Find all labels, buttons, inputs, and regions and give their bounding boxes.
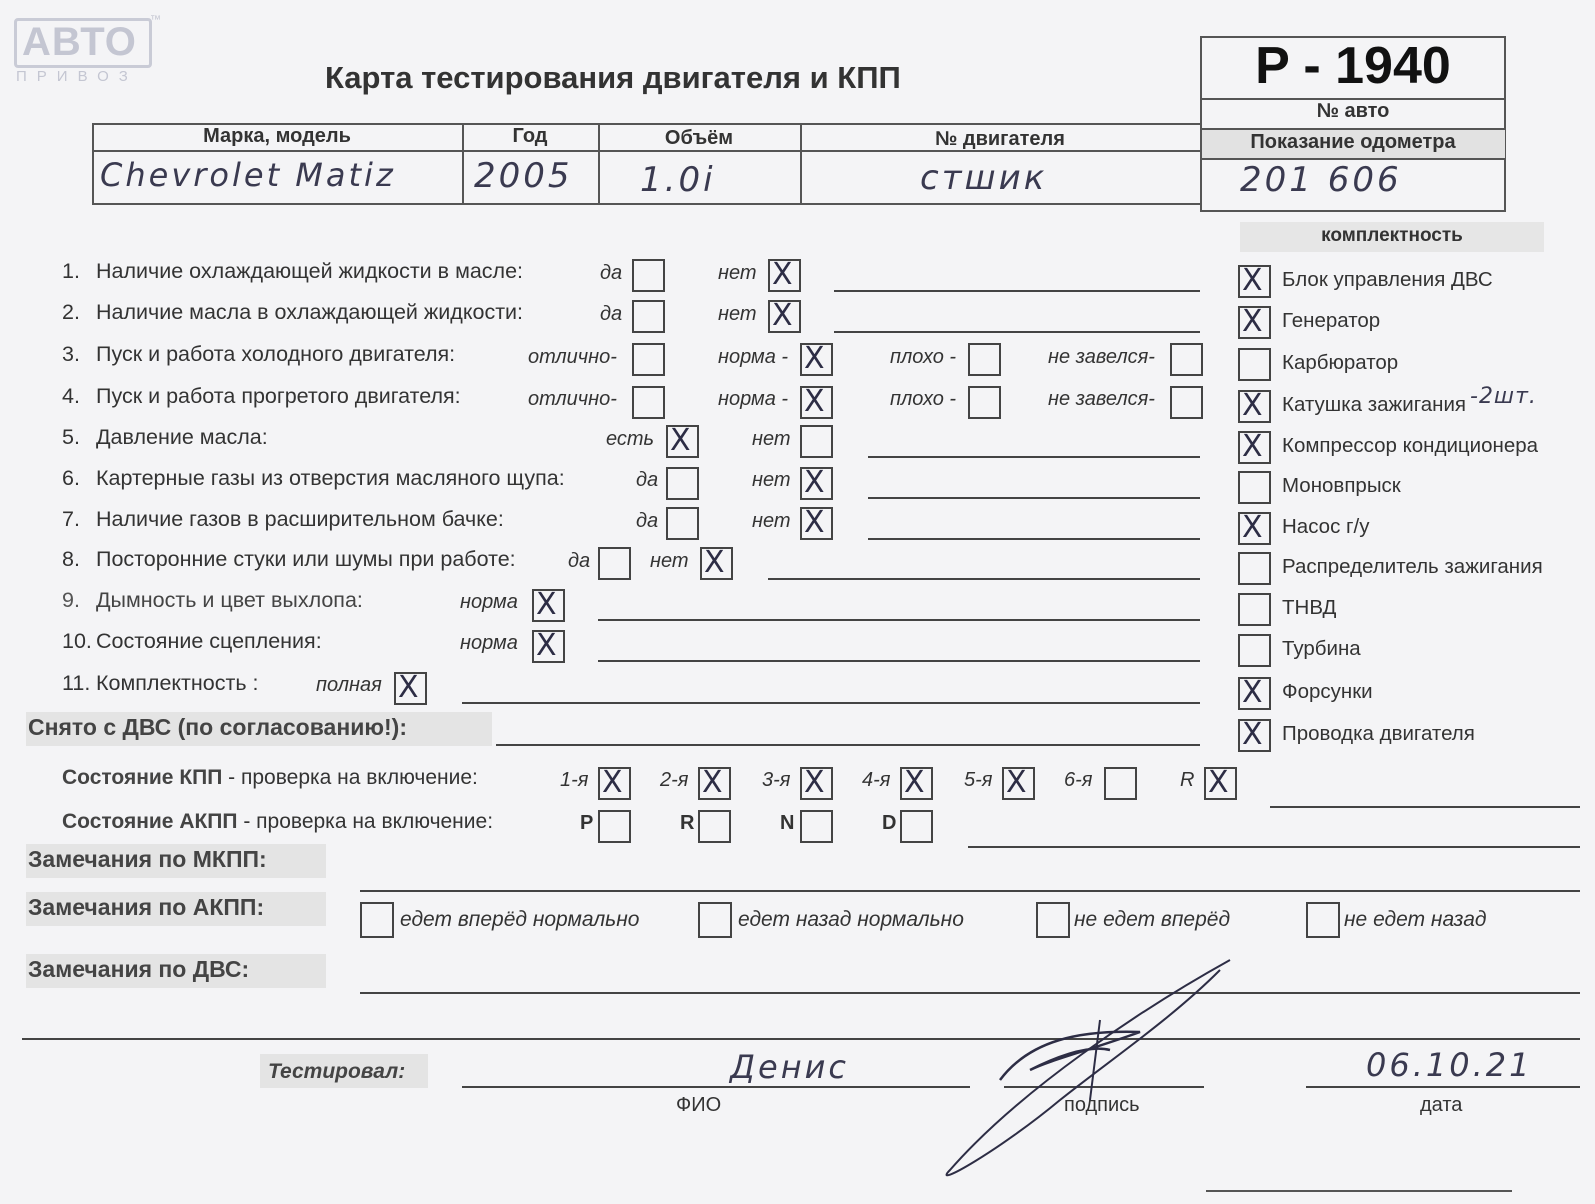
option-label: нет bbox=[752, 469, 791, 491]
akpp-option-checkbox[interactable] bbox=[360, 902, 394, 938]
check-mark: X bbox=[1242, 304, 1263, 339]
check-mark: X bbox=[398, 670, 419, 705]
option-label: нет bbox=[718, 303, 757, 325]
check-mark: X bbox=[1006, 765, 1027, 800]
akpp-remarks-label: Замечания по АКПП: bbox=[28, 894, 265, 920]
check-label: Дымность и цвет выхлопа: bbox=[96, 588, 363, 612]
check-mark: X bbox=[804, 765, 825, 800]
check-number: 1. bbox=[62, 259, 80, 283]
check-mark: X bbox=[1242, 510, 1263, 545]
akpp-label-rest: - проверка на включение: bbox=[237, 810, 494, 833]
odometer-label: Показание одометра bbox=[1250, 131, 1456, 153]
check-mark: X bbox=[670, 423, 691, 458]
auto-number-label: № авто bbox=[1316, 100, 1390, 122]
option-label: да bbox=[636, 510, 659, 532]
gear-label: 5-я bbox=[964, 769, 993, 791]
check-mark: X bbox=[1242, 263, 1263, 298]
check-label: Пуск и работа холодного двигателя: bbox=[96, 342, 456, 366]
gear-label: 6-я bbox=[1064, 769, 1093, 791]
komplekt-item: Карбюратор bbox=[1282, 351, 1399, 374]
option-label: отлично- bbox=[528, 388, 617, 410]
note-line bbox=[868, 538, 1200, 540]
test-date: 06.10.21 bbox=[1366, 1046, 1533, 1084]
komplekt-checkbox[interactable] bbox=[1238, 471, 1271, 504]
option-label: отлично- bbox=[528, 346, 617, 368]
option-label: да bbox=[636, 469, 659, 491]
checkbox[interactable] bbox=[666, 467, 699, 500]
note-line bbox=[598, 619, 1200, 621]
signature-label: подпись bbox=[1064, 1094, 1140, 1116]
note-line bbox=[1270, 806, 1580, 808]
check-label: Наличие охлаждающей жидкости в масле: bbox=[96, 259, 524, 283]
brand-value: Chevrolet Matiz bbox=[100, 156, 396, 194]
engine-value: стшик bbox=[920, 158, 1048, 198]
check-label: Посторонние стуки или шумы при работе: bbox=[96, 547, 516, 571]
check-mark: X bbox=[702, 765, 723, 800]
check-label: Наличие газов в расширительном бачке: bbox=[96, 507, 504, 531]
note-line bbox=[834, 290, 1200, 292]
komplekt-checkbox[interactable] bbox=[1238, 634, 1271, 667]
gear-label: 4-я bbox=[862, 769, 891, 791]
akpp-option-checkbox[interactable] bbox=[1036, 902, 1070, 938]
checkbox[interactable] bbox=[1170, 343, 1203, 376]
check-mark: X bbox=[1208, 765, 1229, 800]
kpp-label bbox=[62, 766, 478, 790]
check-number: 5. bbox=[62, 425, 80, 449]
check-label: Пуск и работа прогретого двигателя: bbox=[96, 384, 461, 408]
checkbox[interactable] bbox=[632, 300, 665, 333]
gear-label: 3-я bbox=[762, 769, 791, 791]
engine-header: № двигателя bbox=[935, 128, 1065, 150]
check-number: 3. bbox=[62, 342, 80, 366]
check-mark: X bbox=[1242, 717, 1263, 752]
check-number: 7. bbox=[62, 507, 80, 531]
mode-label: D bbox=[882, 812, 897, 834]
check-mark: X bbox=[536, 587, 557, 622]
option-label: норма bbox=[460, 591, 518, 613]
akpp-label-bold: Состояние АКПП bbox=[62, 810, 238, 833]
akpp-option-label: едет назад нормально bbox=[738, 908, 964, 931]
note-line bbox=[496, 744, 1200, 746]
note-line bbox=[868, 456, 1200, 458]
dvs-remarks-label: Замечания по ДВС: bbox=[28, 956, 250, 982]
check-number: 2. bbox=[62, 300, 80, 324]
komplekt-item: Моновпрыск bbox=[1282, 474, 1401, 497]
checkbox[interactable] bbox=[800, 425, 833, 458]
check-number: 10. bbox=[62, 629, 92, 653]
tester-name: Денис bbox=[730, 1048, 849, 1086]
komplekt-item: ТНВД bbox=[1282, 596, 1337, 619]
komplekt-heading: комплектность bbox=[1321, 225, 1463, 246]
fio-line bbox=[462, 1086, 970, 1088]
mode-checkbox[interactable] bbox=[900, 810, 933, 843]
check-label: Комплектность : bbox=[96, 671, 259, 695]
mode-label: R bbox=[680, 812, 695, 834]
page-title: Карта тестирования двигателя и КПП bbox=[325, 60, 901, 95]
logo-trademark: ™ bbox=[150, 14, 161, 26]
check-number: 11. bbox=[62, 671, 91, 695]
check-mark: X bbox=[804, 384, 825, 419]
note-line bbox=[868, 497, 1200, 499]
akpp-option-label: не едет вперёд bbox=[1074, 908, 1231, 931]
note-line bbox=[22, 1038, 1580, 1040]
option-label: да bbox=[600, 262, 623, 284]
checkbox[interactable] bbox=[968, 386, 1001, 419]
komplekt-item: Насос г/у bbox=[1282, 515, 1370, 538]
note-line bbox=[462, 702, 1200, 704]
mkpp-remarks-label: Замечания по МКПП: bbox=[28, 846, 267, 872]
check-mark: X bbox=[772, 257, 793, 292]
mode-checkbox[interactable] bbox=[598, 810, 631, 843]
check-number: 4. bbox=[62, 384, 80, 408]
check-label: Состояние сцепления: bbox=[96, 629, 322, 653]
tested-by-label: Тестировал: bbox=[268, 1060, 406, 1083]
komplekt-item: Проводка двигателя bbox=[1282, 722, 1475, 745]
volume-header: Объём bbox=[664, 127, 734, 149]
logo-subtext: ПРИВОЗ bbox=[16, 68, 138, 85]
gear-label: 1-я bbox=[560, 769, 589, 791]
option-label: нет bbox=[718, 262, 757, 284]
check-mark: X bbox=[536, 628, 557, 663]
akpp-option-label: едет вперёд нормально bbox=[400, 908, 640, 931]
komplekt-item: Турбина bbox=[1282, 637, 1361, 660]
gear-label: 2-я bbox=[660, 769, 689, 791]
akpp-option-checkbox[interactable] bbox=[698, 902, 732, 938]
check-mark: X bbox=[1242, 429, 1263, 464]
checkbox[interactable] bbox=[598, 547, 631, 580]
note-line bbox=[768, 578, 1200, 580]
gear-checkbox[interactable] bbox=[1104, 767, 1137, 800]
option-label: плохо - bbox=[890, 346, 957, 368]
check-mark: X bbox=[772, 298, 793, 333]
note-line bbox=[360, 890, 1580, 892]
checkbox[interactable] bbox=[1170, 386, 1203, 419]
check-mark: X bbox=[602, 765, 623, 800]
kpp-label-bold: Состояние КПП bbox=[62, 766, 223, 789]
coil-note: -2шт. bbox=[1470, 384, 1537, 409]
option-label: нет bbox=[650, 550, 689, 572]
option-label: норма - bbox=[718, 388, 789, 410]
komplekt-item: Форсунки bbox=[1282, 680, 1373, 703]
komplekt-checkbox[interactable] bbox=[1238, 552, 1271, 585]
brand-header: Марка, модель bbox=[203, 125, 351, 147]
note-line bbox=[968, 846, 1580, 848]
year-value: 2005 bbox=[474, 156, 573, 196]
date-line bbox=[1306, 1086, 1580, 1088]
mode-label: P bbox=[580, 812, 594, 834]
check-label: Наличие масла в охлаждающей жидкости: bbox=[96, 300, 524, 324]
check-label: Картерные газы из отверстия масляного щупа: bbox=[96, 466, 565, 490]
option-label: полная bbox=[316, 674, 382, 696]
komplekt-checkbox[interactable] bbox=[1238, 348, 1271, 381]
mode-label: N bbox=[780, 812, 795, 834]
kpp-label-rest: - проверка на включение: bbox=[222, 766, 478, 789]
logo bbox=[14, 14, 162, 86]
option-label: не завелся- bbox=[1048, 388, 1155, 410]
checkbox[interactable] bbox=[632, 259, 665, 292]
volume-value: 1.0i bbox=[640, 160, 716, 200]
option-label: есть bbox=[606, 428, 655, 450]
option-label: нет bbox=[752, 510, 791, 532]
check-number: 8. bbox=[62, 547, 80, 571]
check-mark: X bbox=[804, 505, 825, 540]
next-record-box bbox=[1206, 1190, 1512, 1204]
checkbox[interactable] bbox=[632, 386, 665, 419]
option-label: норма bbox=[460, 632, 518, 654]
akpp-label bbox=[62, 810, 493, 834]
check-label: Давление масла: bbox=[96, 425, 268, 449]
komplekt-item: Блок управления ДВС bbox=[1282, 268, 1493, 291]
option-label: нет bbox=[752, 428, 791, 450]
option-label: плохо - bbox=[890, 388, 957, 410]
check-mark: X bbox=[704, 545, 725, 580]
date-label: дата bbox=[1420, 1094, 1463, 1116]
option-label: да bbox=[600, 303, 623, 325]
odometer-value: 201 606 bbox=[1240, 160, 1402, 200]
year-header: Год bbox=[512, 125, 548, 147]
komplekt-item: Распределитель зажигания bbox=[1282, 555, 1543, 578]
note-line bbox=[834, 331, 1200, 333]
check-mark: X bbox=[1242, 675, 1263, 710]
checkbox[interactable] bbox=[666, 507, 699, 540]
check-mark: X bbox=[1242, 388, 1263, 423]
akpp-option-checkbox[interactable] bbox=[1306, 902, 1340, 938]
checkbox[interactable] bbox=[968, 343, 1001, 376]
record-number: P - 1940 bbox=[1255, 37, 1451, 95]
fio-label: ФИО bbox=[676, 1094, 722, 1116]
note-line bbox=[598, 660, 1200, 662]
removed-label: Снято с ДВС (по согласованию!): bbox=[28, 714, 407, 740]
komplekt-item: Катушка зажигания bbox=[1282, 393, 1466, 416]
option-label: да bbox=[568, 550, 591, 572]
check-mark: X bbox=[804, 341, 825, 376]
gear-label: R bbox=[1180, 769, 1195, 791]
mode-checkbox[interactable] bbox=[800, 810, 833, 843]
signature-graphic bbox=[940, 950, 1240, 1180]
check-number: 6. bbox=[62, 466, 80, 490]
check-mark: X bbox=[804, 465, 825, 500]
akpp-option-label: не едет назад bbox=[1344, 908, 1487, 931]
komplekt-checkbox[interactable] bbox=[1238, 593, 1271, 626]
check-mark: X bbox=[904, 765, 925, 800]
komplekt-item: Генератор bbox=[1282, 309, 1381, 332]
option-label: не завелся- bbox=[1048, 346, 1155, 368]
check-number: 9. bbox=[62, 588, 80, 612]
logo-text: АВТО bbox=[22, 20, 137, 64]
option-label: норма - bbox=[718, 346, 789, 368]
mode-checkbox[interactable] bbox=[698, 810, 731, 843]
checkbox[interactable] bbox=[632, 343, 665, 376]
komplekt-item: Компрессор кондиционера bbox=[1282, 434, 1539, 457]
